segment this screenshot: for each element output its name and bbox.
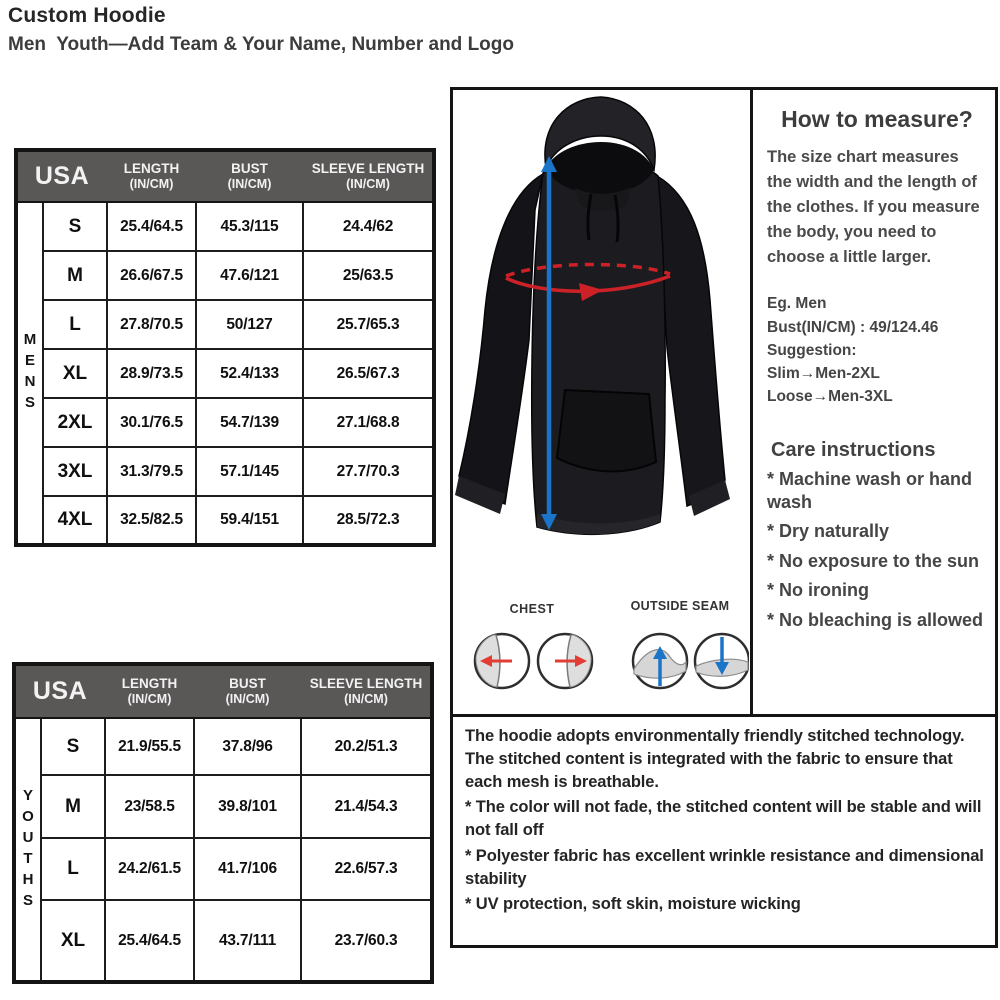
size-cell: S bbox=[43, 202, 107, 251]
size-cell: M bbox=[43, 251, 107, 300]
length-cell: 32.5/82.5 bbox=[107, 496, 196, 545]
sleeve-cell: 23.7/60.3 bbox=[301, 900, 432, 982]
bust-cell: 50/127 bbox=[196, 300, 303, 349]
youths-group-label: YOUTHS bbox=[14, 718, 41, 982]
sleeve-cell: 28.5/72.3 bbox=[303, 496, 434, 545]
col-header-usa: USA bbox=[16, 150, 107, 202]
table-row bbox=[16, 251, 434, 300]
length-cell: 27.8/70.5 bbox=[107, 300, 196, 349]
bust-cell: 43.7/111 bbox=[194, 900, 301, 982]
bust-cell: 59.4/151 bbox=[196, 496, 303, 545]
care-item: * No bleaching is allowed bbox=[767, 609, 984, 630]
col-header-usa: USA bbox=[14, 664, 105, 718]
bust-cell: 45.3/115 bbox=[196, 202, 303, 251]
mens-size-table bbox=[14, 148, 436, 547]
table-row bbox=[14, 718, 432, 775]
col-header-bust: BUST (IN/CM) bbox=[194, 664, 301, 718]
fabric-paragraph: * Polyester fabric has excellent wrinkle resistance and dimensional stability bbox=[465, 846, 984, 888]
youths-size-table bbox=[12, 662, 434, 984]
info-panels bbox=[450, 87, 998, 717]
table-row bbox=[14, 838, 432, 900]
bust-cell: 52.4/133 bbox=[196, 349, 303, 398]
size-example-block bbox=[767, 292, 987, 408]
fabric-paragraph: * The color will not fade, the stitched content will be stable and will not fall off bbox=[465, 798, 982, 840]
table-row bbox=[16, 496, 434, 545]
table-row bbox=[16, 202, 434, 251]
chest-label: CHEST bbox=[509, 602, 555, 616]
care-item: * Dry naturally bbox=[767, 521, 890, 542]
bust-cell: 41.7/106 bbox=[194, 838, 301, 900]
how-to-measure-heading: How to measure? bbox=[781, 106, 973, 132]
length-cell: 23/58.5 bbox=[105, 775, 194, 838]
fabric-paragraph: * UV protection, soft skin, moisture wicking bbox=[465, 895, 801, 914]
size-cell: S bbox=[41, 718, 105, 775]
sleeve-cell: 20.2/51.3 bbox=[301, 718, 432, 775]
table-row bbox=[14, 775, 432, 838]
hoodie-left-sleeve bbox=[459, 174, 543, 504]
seam-fold-arrow-up-icon bbox=[633, 634, 687, 688]
example-line: Suggestion: bbox=[767, 341, 857, 359]
example-line: Eg. Men bbox=[767, 295, 827, 313]
fabric-description-box bbox=[450, 714, 998, 948]
table-header-row bbox=[14, 664, 432, 718]
length-cell: 26.6/67.5 bbox=[107, 251, 196, 300]
bust-cell: 47.6/121 bbox=[196, 251, 303, 300]
size-cell: XL bbox=[43, 349, 107, 398]
example-line: Bust(IN/CM) : 49/124.46 bbox=[767, 318, 939, 336]
bust-cell: 54.7/139 bbox=[196, 398, 303, 447]
measure-icons bbox=[455, 622, 749, 704]
size-cell: 3XL bbox=[43, 447, 107, 496]
col-header-length: LENGTH (IN/CM) bbox=[107, 150, 196, 202]
example-line: Slim→Men-2XL bbox=[767, 365, 880, 383]
length-cell: 25.4/64.5 bbox=[105, 900, 194, 982]
hoodie-right-sleeve bbox=[657, 176, 725, 506]
size-cell: M bbox=[41, 775, 105, 838]
how-to-measure-body: The size chart measures the width and the length of the clothes. If you measure the body, you need to choose a little larger. bbox=[767, 148, 980, 267]
sleeve-cell: 24.4/62 bbox=[303, 202, 434, 251]
sleeve-cell: 26.5/67.3 bbox=[303, 349, 434, 398]
col-header-sleeve: SLEEVE LENGTH (IN/CM) bbox=[301, 664, 432, 718]
sleeve-cell: 27.1/68.8 bbox=[303, 398, 434, 447]
table-row bbox=[16, 447, 434, 496]
length-cell: 21.9/55.5 bbox=[105, 718, 194, 775]
sleeve-cell: 25.7/65.3 bbox=[303, 300, 434, 349]
hoodie-panel bbox=[453, 90, 753, 714]
table-header-row bbox=[16, 150, 434, 202]
care-item: * No exposure to the sun bbox=[767, 550, 980, 571]
bust-cell: 57.1/145 bbox=[196, 447, 303, 496]
size-cell: 2XL bbox=[43, 398, 107, 447]
measure-panel bbox=[753, 90, 995, 714]
col-header-length: LENGTH (IN/CM) bbox=[105, 664, 194, 718]
fabric-paragraph: The hoodie adopts environmentally friendly stitched technology. The stitched content is integrated with the fabric to ensure that each mesh is breathable. bbox=[465, 727, 965, 791]
table-row bbox=[16, 300, 434, 349]
fabric-width-arrow-left-icon bbox=[475, 634, 529, 688]
size-cell: XL bbox=[41, 900, 105, 982]
length-cell: 28.9/73.5 bbox=[107, 349, 196, 398]
outside-seam-label: OUTSIDE SEAM bbox=[630, 599, 730, 613]
page-subtitle: Men Youth—Add Team & Your Name, Number and Logo bbox=[8, 34, 514, 55]
table-row bbox=[14, 900, 432, 982]
page-title: Custom Hoodie bbox=[8, 4, 166, 27]
example-line: Loose→Men-3XL bbox=[767, 388, 893, 406]
care-item: * Machine wash or hand wash bbox=[767, 468, 973, 513]
hoodie-product-image bbox=[453, 90, 751, 595]
col-header-bust: BUST (IN/CM) bbox=[196, 150, 303, 202]
care-item: * No ironing bbox=[767, 580, 869, 601]
size-cell: 4XL bbox=[43, 496, 107, 545]
hoodie-torso bbox=[532, 162, 666, 534]
length-cell: 31.3/79.5 bbox=[107, 447, 196, 496]
size-cell: L bbox=[41, 838, 105, 900]
hoodie-pocket bbox=[557, 390, 656, 471]
table-row bbox=[16, 349, 434, 398]
care-instructions-heading: Care instructions bbox=[771, 438, 936, 461]
bust-cell: 37.8/96 bbox=[194, 718, 301, 775]
sleeve-cell: 25/63.5 bbox=[303, 251, 434, 300]
mens-group-label: MENS bbox=[16, 202, 43, 545]
length-cell: 24.2/61.5 bbox=[105, 838, 194, 900]
table-row bbox=[16, 398, 434, 447]
sleeve-cell: 27.7/70.3 bbox=[303, 447, 434, 496]
fabric-width-arrow-right-icon bbox=[538, 634, 592, 688]
sleeve-cell: 21.4/54.3 bbox=[301, 775, 432, 838]
length-cell: 25.4/64.5 bbox=[107, 202, 196, 251]
col-header-sleeve: SLEEVE LENGTH (IN/CM) bbox=[303, 150, 434, 202]
bust-cell: 39.8/101 bbox=[194, 775, 301, 838]
care-instructions-list bbox=[767, 468, 987, 632]
size-cell: L bbox=[43, 300, 107, 349]
sleeve-cell: 22.6/57.3 bbox=[301, 838, 432, 900]
length-cell: 30.1/76.5 bbox=[107, 398, 196, 447]
seam-fold-arrow-down-icon bbox=[695, 634, 749, 688]
